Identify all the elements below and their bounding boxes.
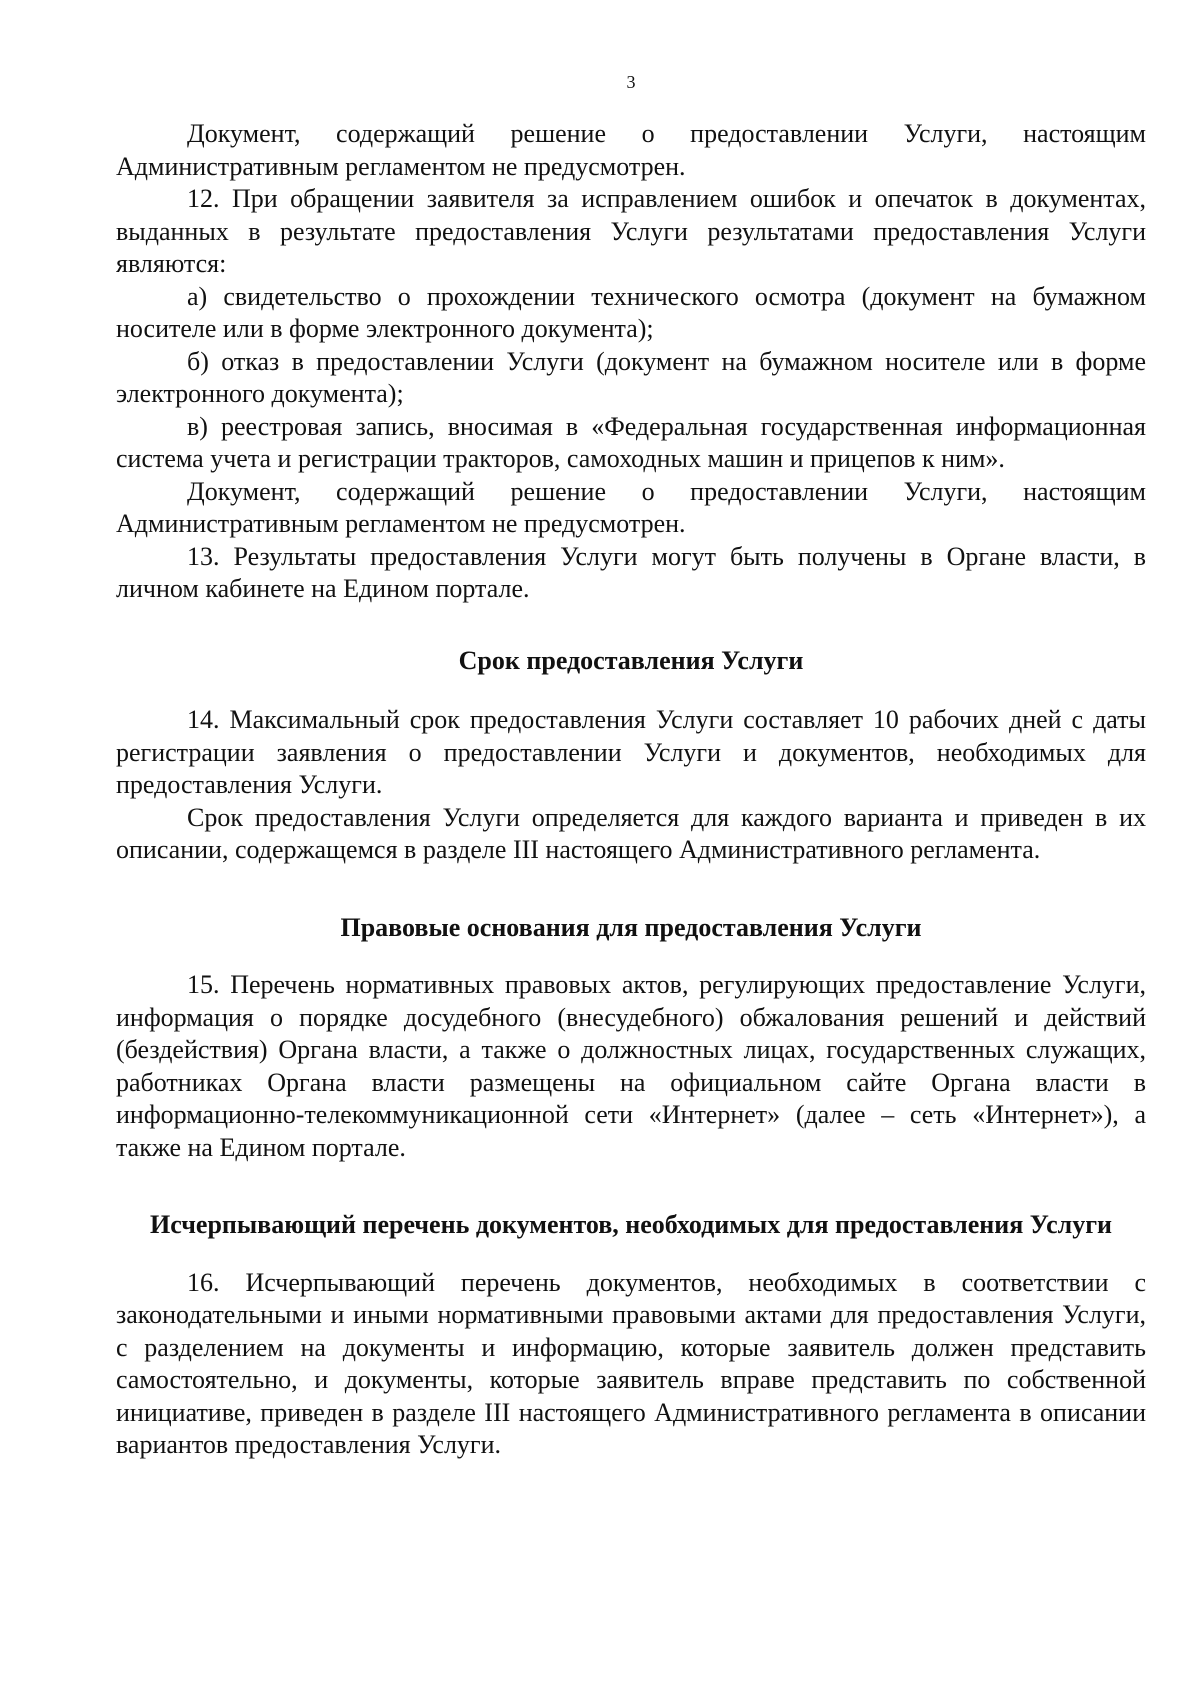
section-heading-documents: Исчерпывающий перечень документов, необходимых для предоставления Услуги: [150, 1210, 1112, 1239]
list-item-a: а) свидетельство о прохождении технического осмотра (документ на бумажном носителе или в форме электронного документа);: [116, 281, 1146, 343]
section-heading-term: Срок предоставления Услуги: [458, 645, 804, 675]
list-item-b: б) отказ в предоставлении Услуги (документ на бумажном носителе или в форме электронного документа);: [116, 346, 1146, 408]
paragraph-clause-13: 13. Результаты предоставления Услуги могут быть получены в Органе власти, в личном кабинете на Едином портале.: [116, 541, 1146, 603]
list-item-v: в) реестровая запись, вносимая в «Федеральная государственная информационная система учета и регистрации тракторов, самоходных машин и прицепов к ним».: [116, 411, 1146, 473]
paragraph-clause-15: 15. Перечень нормативных правовых актов, регулирующих предоставление Услуги, информация о порядке досудебного (внесудебного) обжалования решений и действий (бездействия) Органа власти, а также о должностных лицах, государственных служащих, работниках Органа власти размещены на официальном сайте Органа власти в информационно-телекоммуникационной сети «Интернет» (далее – сеть «Интернет»), а также на Едином портале.: [116, 970, 1146, 1162]
page-number: 3: [626, 72, 636, 92]
document-page: [116, 0, 1146, 1697]
paragraph: Документ, содержащий решение о предоставлении Услуги, настоящим Административным регламентом не предусмотрен.: [116, 476, 1146, 538]
section-heading-legal-basis: Правовые основания для предоставления Услуги: [340, 912, 922, 942]
paragraph: Документ, содержащий решение о предоставлении Услуги, настоящим Административным регламентом не предусмотрен.: [116, 119, 1146, 181]
paragraph-clause-14: 14. Максимальный срок предоставления Услуги составляет 10 рабочих дней с даты регистрации заявления о предоставлении Услуги и документов, необходимых для предоставления Услуги.: [116, 705, 1146, 799]
paragraph-clause-12: 12. При обращении заявителя за исправлением ошибок и опечаток в документах, выданных в результате предоставления Услуги результатами предоставления Услуги являются:: [116, 184, 1146, 278]
paragraph: Срок предоставления Услуги определяется для каждого варианта и приведен в их описании, содержащемся в разделе III настоящего Административного регламента.: [116, 802, 1146, 864]
paragraph-clause-16: 16. Исчерпывающий перечень документов, необходимых в соответствии с законодательными и иными нормативными правовыми актами для предоставления Услуги, с разделением на документы и информацию, которые заявитель должен представить самостоятельно, и документы, которые заявитель вправе представить по собственной инициативе, приведен в разделе III настоящего Административного регламента в описании вариантов предоставления Услуги.: [116, 1267, 1146, 1459]
document-body: [116, 118, 1146, 1462]
